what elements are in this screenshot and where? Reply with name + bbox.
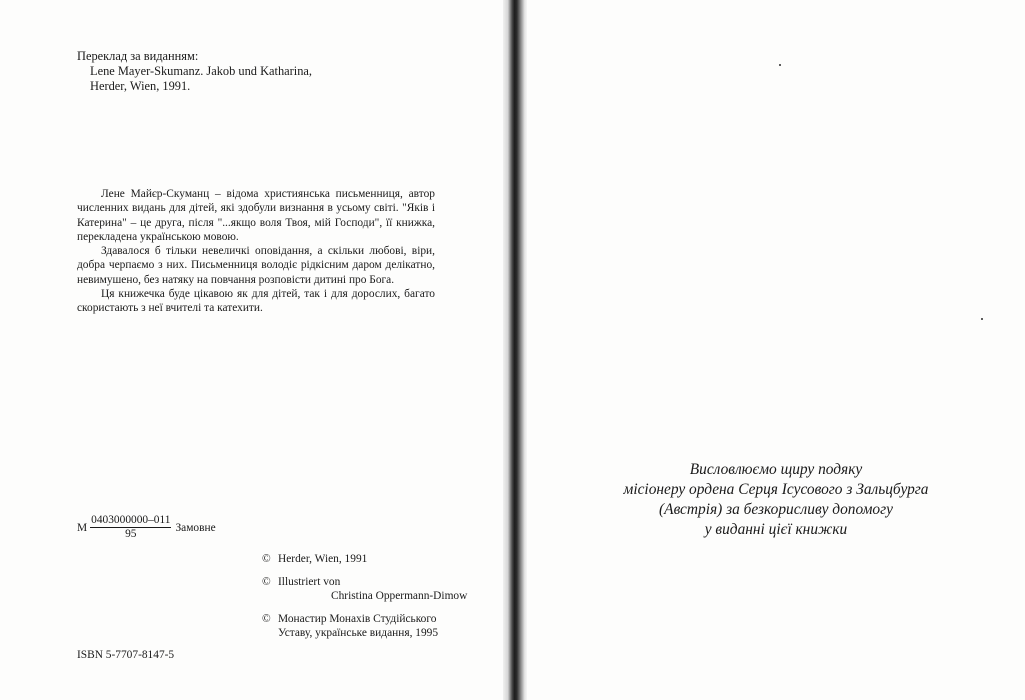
copyright-block bbox=[262, 552, 467, 649]
copyright-illustrations bbox=[262, 575, 467, 603]
book-gutter bbox=[503, 0, 527, 700]
translation-heading: Переклад за виданням: bbox=[77, 49, 199, 63]
original-title-line: Lene Mayer-Skumanz. Jakob und Katharina, bbox=[90, 64, 313, 78]
description-paragraph: Здавалося б тільки невеличкі оповідання, а скільки любові, віри, добра черпаємо з них. Письменниця володіє рідкісним даром делікатно, невимушено, без натяку на повчання розповісти дитині про Бога. bbox=[77, 245, 435, 286]
illustrator-name: Christina Oppermann-Dimow bbox=[331, 590, 468, 602]
order-code-prefix: М bbox=[77, 521, 88, 534]
illustrated-by-label: Illustriert von bbox=[278, 576, 341, 588]
description-paragraph: Лене Майєр-Скуманц – відома християнська письменниця, автор численних видань для дітей, які здобули визнання в усьому світі. "Яків і Катерина" – це друга, після "...якщо воля Твоя, мій Господи", її книжка, перекладена українською мовою. bbox=[77, 188, 435, 243]
dedication bbox=[600, 460, 952, 540]
book-description bbox=[77, 187, 435, 316]
dedication-line: Висловлюємо щиру подяку bbox=[689, 461, 863, 478]
description-paragraph: Ця книжечка буде цікавою як для дітей, так і для дорослих, багато скористають з неї вчителі та катехити. bbox=[77, 288, 435, 315]
copyright-herder-text: Herder, Wien, 1991 bbox=[278, 553, 368, 565]
copyright-icon: © bbox=[262, 613, 271, 625]
dedication-line: місіонеру ордена Серця Ісусового з Зальцбурга bbox=[623, 481, 929, 498]
order-code-numerator: 0403000000–011 bbox=[91, 514, 171, 526]
monastery-line1: Монастир Монахів Студійського bbox=[278, 613, 437, 625]
copyright-monastery bbox=[262, 612, 467, 640]
monastery-block bbox=[278, 612, 438, 640]
original-publisher-line: Herder, Wien, 1991. bbox=[90, 79, 191, 93]
right-page bbox=[527, 0, 1025, 700]
copyright-icon: © bbox=[262, 576, 271, 588]
isbn: ISBN 5-7707-8147-5 bbox=[77, 649, 175, 661]
order-code-fraction bbox=[90, 514, 171, 541]
paper-speck bbox=[981, 318, 983, 320]
dedication-line: у виданні цієї книжки bbox=[704, 521, 848, 538]
order-code bbox=[77, 514, 216, 541]
paper-speck bbox=[779, 64, 781, 66]
translation-note bbox=[77, 49, 312, 94]
copyright-icon: © bbox=[262, 553, 271, 565]
monastery-line2: Уставу, українське видання, 1995 bbox=[278, 627, 439, 639]
copyright-herder bbox=[262, 552, 467, 566]
left-page bbox=[0, 0, 503, 700]
illustrated-by-block bbox=[278, 575, 467, 603]
order-code-suffix: Замовне bbox=[175, 521, 216, 534]
dedication-line: (Австрія) за безкорисливу допомогу bbox=[659, 501, 893, 518]
order-code-denominator: 95 bbox=[125, 528, 137, 540]
